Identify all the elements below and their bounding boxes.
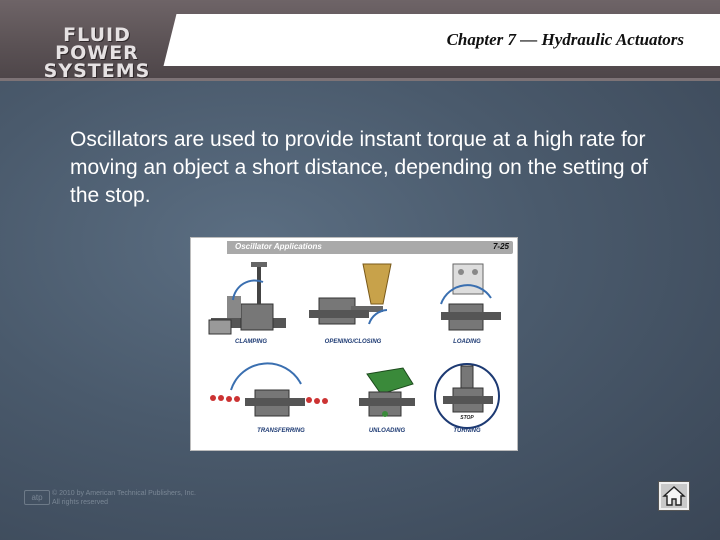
label-turning: TURNING bbox=[453, 428, 481, 434]
home-icon bbox=[661, 484, 687, 508]
chapter-title: Chapter 7 — Hydraulic Actuators bbox=[446, 30, 684, 49]
label-transferring: TRANSFERRING bbox=[257, 428, 305, 434]
unloading-illustration bbox=[359, 368, 415, 417]
label-opening-closing: OPENING/CLOSING bbox=[324, 339, 382, 345]
slide-body-text: Oscillators are used to provide instant torque at a high rate for moving an object a short distance, depending on the setting of the stop. bbox=[70, 128, 648, 207]
brand-logo bbox=[22, 26, 172, 80]
label-loading: LOADING bbox=[453, 339, 481, 345]
opening-closing-illustration bbox=[309, 264, 391, 324]
logo-line1: FLUID POWER bbox=[55, 24, 139, 64]
copyright-line1: © 2010 by American Technical Publishers, Inc. bbox=[52, 490, 196, 497]
copyright-line2: All rights reserved bbox=[52, 499, 109, 506]
clamping-illustration bbox=[209, 262, 286, 334]
figure-number: 7-25 bbox=[492, 242, 509, 251]
label-clamping: CLAMPING bbox=[235, 339, 267, 345]
loading-illustration bbox=[441, 264, 501, 330]
label-stop: STOP bbox=[460, 415, 474, 421]
oscillator-applications-figure bbox=[190, 237, 518, 451]
home-button[interactable] bbox=[659, 482, 689, 510]
transferring-illustration bbox=[210, 363, 328, 416]
copyright-text bbox=[52, 489, 196, 507]
header-bar bbox=[0, 0, 720, 81]
publisher-logo: atp bbox=[24, 490, 50, 505]
label-unloading: UNLOADING bbox=[368, 428, 406, 434]
logo-line2: SYSTEMS bbox=[43, 60, 151, 82]
figure-title: Oscillator Applications bbox=[235, 242, 322, 251]
